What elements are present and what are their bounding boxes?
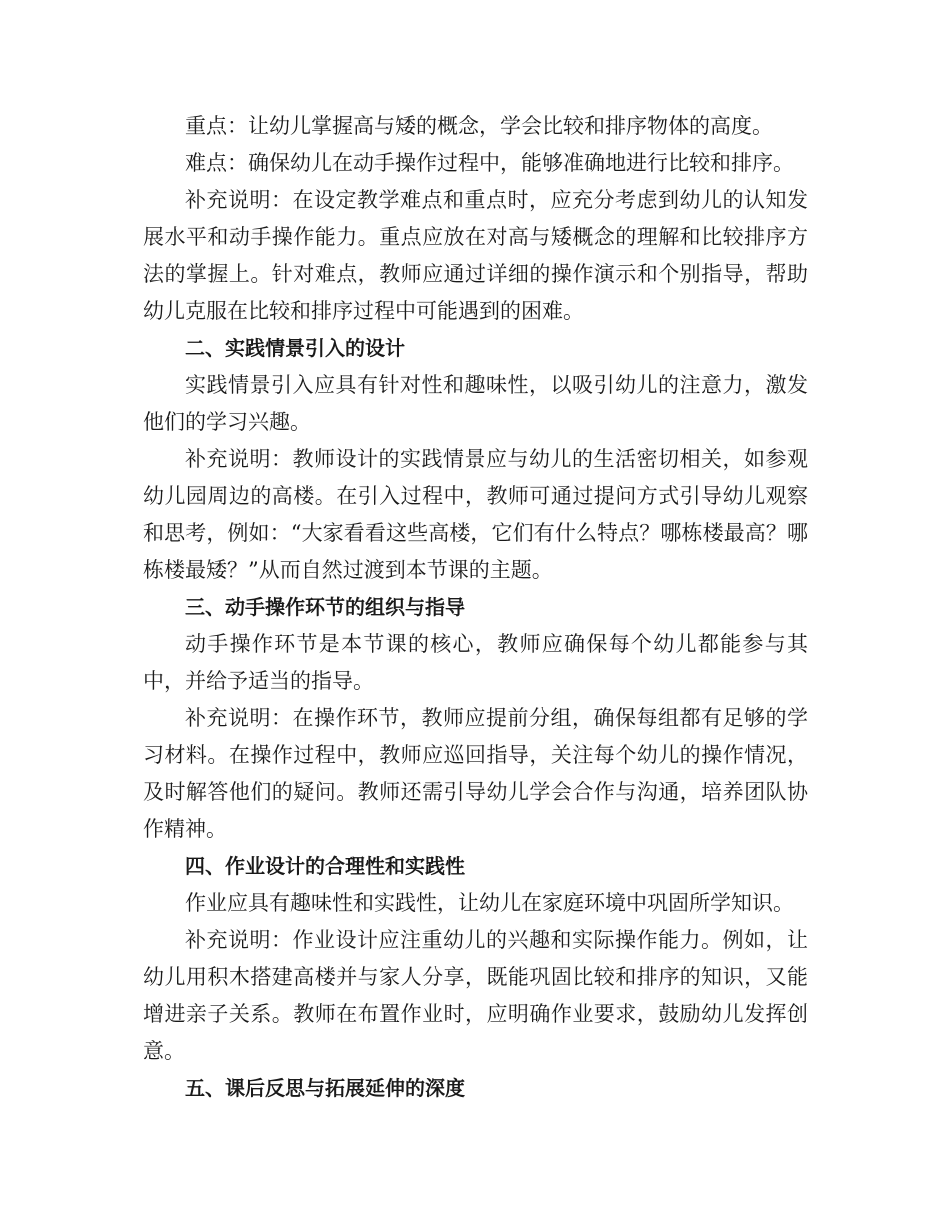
paragraph-note-4: 补充说明：作业设计应注重幼儿的兴趣和实际操作能力。例如，让幼儿用积木搭建高楼并与家人分享，既能巩固比较和排序的知识，又能增进亲子关系。教师在布置作业时，应明确作业要求，鼓励幼儿发挥创意。 <box>143 928 808 1063</box>
section-heading-5: 五、课后反思与拓展延伸的深度 <box>185 1076 465 1100</box>
section-heading-4: 四、作业设计的合理性和实践性 <box>185 854 465 878</box>
paragraph-difficulty: 难点：确保幼儿在动手操作过程中，能够准确地进行比较和排序。 <box>185 151 794 175</box>
paragraph-scenario-intro: 实践情景引入应具有针对性和趣味性，以吸引幼儿的注意力，激发他们的学习兴趣。 <box>143 373 808 434</box>
document-body <box>143 108 808 1107</box>
paragraph-key-point: 重点：让幼儿掌握高与矮的概念，学会比较和排序物体的高度。 <box>185 114 773 138</box>
section-heading-2: 二、实践情景引入的设计 <box>185 336 405 360</box>
paragraph-note-2: 补充说明：教师设计的实践情景应与幼儿的生活密切相关，如参观幼儿园周边的高楼。在引入过程中，教师可通过提问方式引导幼儿观察和思考，例如：“大家看看这些高楼，它们有什么特点？哪栋楼最高？哪栋楼最矮？”从而自然过渡到本节课的主题。 <box>143 447 808 582</box>
section-heading-3: 三、动手操作环节的组织与指导 <box>185 595 465 619</box>
paragraph-note-1: 补充说明：在设定教学难点和重点时，应充分考虑到幼儿的认知发展水平和动手操作能力。重点应放在对高与矮概念的理解和比较排序方法的掌握上。针对难点，教师应通过详细的操作演示和个别指导，帮助幼儿克服在比较和排序过程中可能遇到的困难。 <box>143 188 808 323</box>
paragraph-homework: 作业应具有趣味性和实践性，让幼儿在家庭环境中巩固所学知识。 <box>185 891 794 915</box>
paragraph-note-3: 补充说明：在操作环节，教师应提前分组，确保每组都有足够的学习材料。在操作过程中，教师应巡回指导，关注每个幼儿的操作情况，及时解答他们的疑问。教师还需引导幼儿学会合作与沟通，培养团队协作精神。 <box>143 706 808 841</box>
paragraph-hands-on: 动手操作环节是本节课的核心，教师应确保每个幼儿都能参与其中，并给予适当的指导。 <box>143 632 808 693</box>
